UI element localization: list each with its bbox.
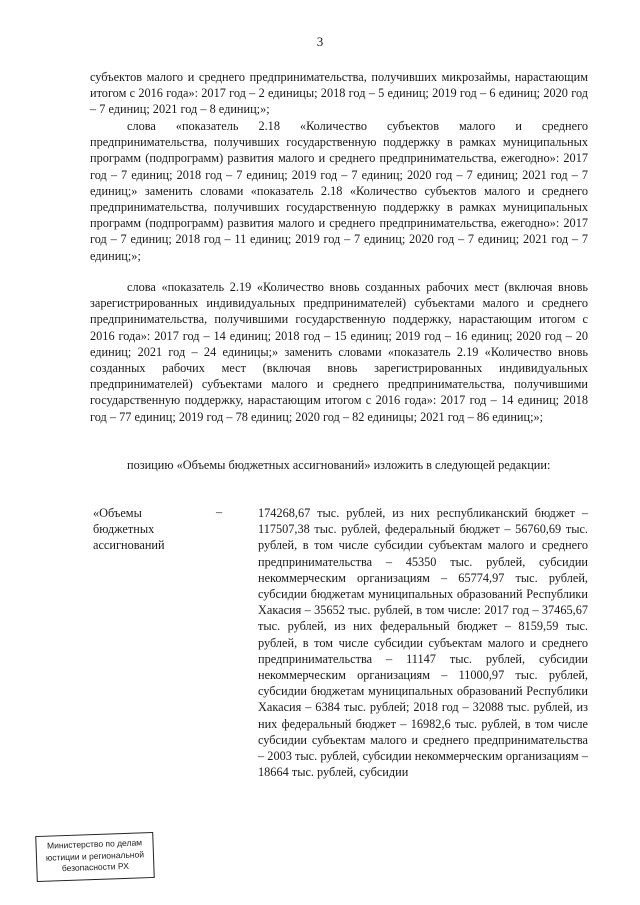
stamp-line: юстиции и региональной	[45, 848, 145, 863]
paragraph-indicator-2-18	[90, 118, 588, 264]
stamp-line: Министерство по делам	[46, 837, 143, 851]
paragraph-text: субъектов малого и среднего предпринимательства, получивших микрозаймы, нарастающим итогом с 2016 года»: 2017 год – 2 единицы; 2018 год – 5 единиц; 2019 год – 6 единиц; 2020 год – 7 единиц; 2021 год – 8 единиц;»;	[90, 70, 588, 117]
budget-value: 174268,67 тыс. рублей, из них республиканский бюджет – 117507,38 тыс. рублей, федеральный бюджет – 56760,69 тыс. рублей, в том числе субсидии субъектам малого и среднего предпринимательства – 45350 тыс. рублей, субсидии некоммерческим организациям – 65774,97 тыс. рублей, субсидии бюджетам муниципальных образований Республики Хакасия – 35652 тыс. рублей, в том числе: 2017 год – 37465,67 тыс. рублей, из них федеральный бюджет – 8159,59 тыс. рублей, в том числе субсидии субъектам малого и среднего предпринимательства – 11147 тыс. рублей, субсидии некоммерческим организациям – 11000,97 тыс. рублей, субсидии бюджетам муниципальных образований Республики Хакасия – 6384 тыс. рублей; 2018 год – 32088 тыс. рублей, из них федеральный бюджет – 16982,6 тыс. рублей, в том числе субсидии субъектам малого и среднего предпринимательства – 2003 тыс. рублей, субсидии некоммерческим организациям – 18664 тыс. рублей, субсидии	[258, 506, 588, 780]
paragraph-text: слова «показатель 2.19 «Количество вновь созданных рабочих мест (включая вновь зарегистрированных индивидуальных предпринимателей) субъектами малого и среднего предпринимательства, получившими государственную поддержку, нарастающим итогом с 2016 года»: 2017 год – 14 единиц; 2018 год – 15 единиц; 2019 год – 16 единиц; 2020 год – 20 единиц; 2021 год – 24 единицы;» заменить словами «показатель 2.19 «Количество вновь созданных рабочих мест (включая вновь зарегистрированных индивидуальных предпринимателей) субъектами малого и среднего предпринимательства, получившими государственную поддержку, нарастающим итогом с 2016 года»: 2017 год – 14 единиц; 2018 год – 77 единиц; 2019 год – 78 единиц; 2020 год – 82 единицы; 2021 год – 86 единиц;»;	[90, 280, 588, 424]
page-number: 3	[316, 34, 324, 49]
registration-stamp	[35, 832, 155, 882]
budget-label: «Объемы бюджетных ассигнований	[93, 506, 165, 553]
paragraph-microloans	[90, 69, 588, 118]
budget-dash: –	[216, 505, 223, 519]
stamp-line: безопасности РХ	[61, 860, 130, 874]
paragraph-indicator-2-19	[90, 279, 588, 425]
paragraph-budget-intro	[90, 457, 588, 473]
paragraph-text: слова «показатель 2.18 «Количество субъектов малого и среднего предпринимательства, получивших государственную поддержку в рамках муниципальных программ (подпрограмм) развития малого и среднего предпринимательства, ежегодно»: 2017 год – 7 единиц; 2018 год – 7 единиц; 2019 год – 7 единиц; 2020 год – 7 единиц; 2021 год – 7 единиц;» заменить словами «показатель 2.18 «Количество субъектов малого и среднего предпринимательства, получивших государственную поддержку в рамках муниципальных программ (подпрограмм) развития малого и среднего предпринимательства, ежегодно»: 2017 год – 7 единиц; 2018 год – 11 единиц; 2019 год – 7 единиц; 2020 год – 7 единиц; 2021 год – 7 единиц;»;	[90, 119, 588, 263]
paragraph-text: позицию «Объемы бюджетных ассигнований» изложить в следующей редакции:	[127, 458, 551, 472]
